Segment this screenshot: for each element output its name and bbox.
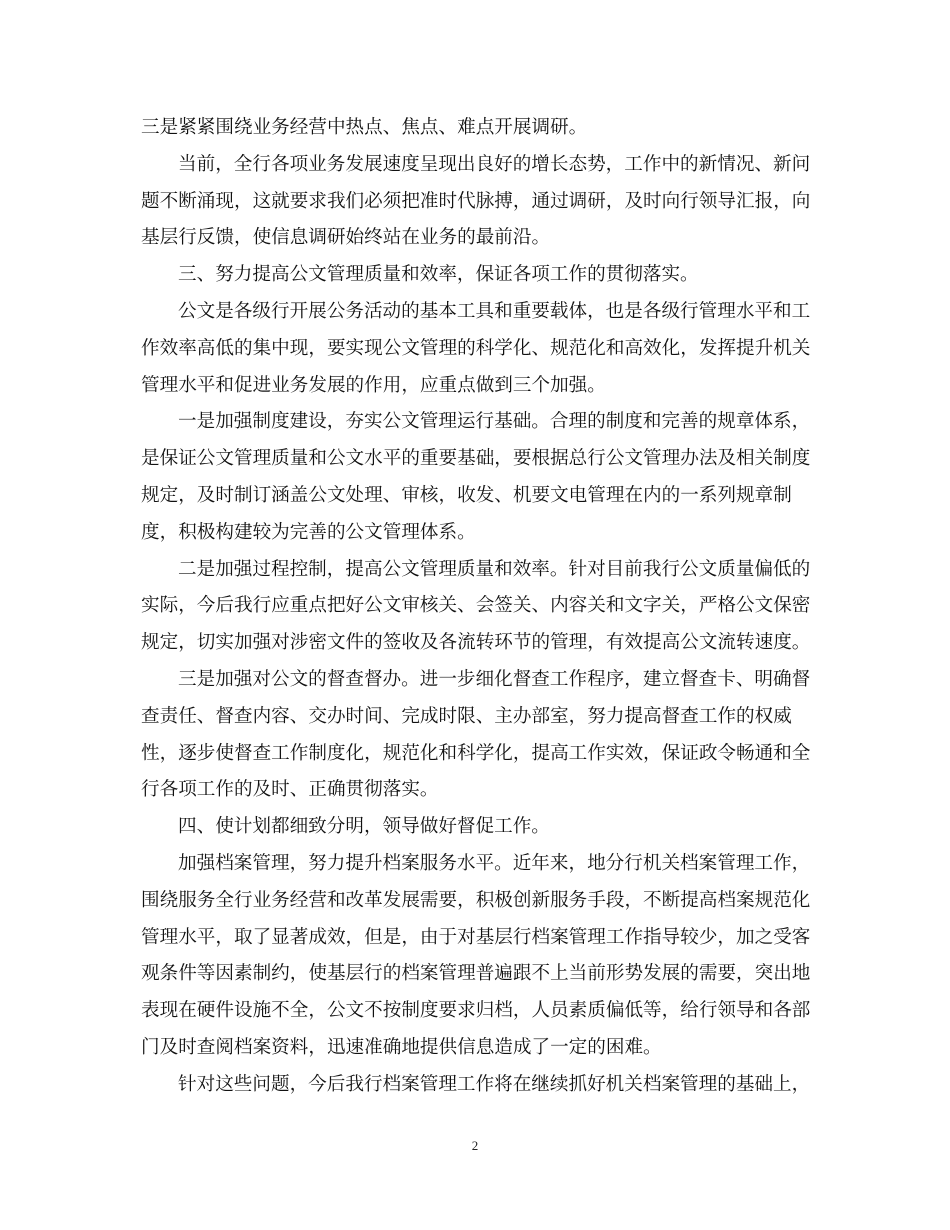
text-line: 性，逐步使督查工作制度化，规范化和科学化，提高工作实效，保证政令畅通和全 (141, 742, 811, 764)
text-line: 门及时查阅档案资料，迅速准确地提供信息造成了一定的困难。 (141, 1036, 662, 1058)
paragraph (141, 1067, 813, 1104)
paragraph (141, 110, 813, 147)
text-line: 题不断涌现，这就要求我们必须把准时代脉搏，通过调研，及时向行领导汇报，向 (141, 190, 811, 212)
text-line: 规定，切实加强对涉密文件的签收及各流转环节的管理，有效提高公文流转速度。 (141, 632, 811, 654)
text-line: 一是加强制度建设，夯实公文管理运行基础。合理的制度和完善的规章体系， (178, 411, 811, 433)
text-line: 公文是各级行开展公务活动的基本工具和重要载体，也是各级行管理水平和工 (178, 300, 811, 322)
text-line: 规定，及时制订涵盖公文处理、审核，收发、机要文电管理在内的一系列规章制 (141, 484, 792, 506)
text-line: 管理水平，取了显著成效，但是，由于对基层行档案管理工作指导较少，加之受客 (141, 926, 811, 948)
text-line: 围绕服务全行业务经营和改革发展需要，积极创新服务手段，不断提高档案规范化 (141, 889, 811, 911)
paragraph (141, 809, 813, 846)
text-line: 基层行反馈，使信息调研始终站在业务的最前沿。 (141, 227, 551, 249)
text-line: 二是加强过程控制，提高公文管理质量和效率。针对目前我行公文质量偏低的 (178, 558, 811, 580)
text-line: 四、使计划都细致分明，领导做好督促工作。 (178, 816, 550, 838)
paragraph (141, 294, 813, 404)
text-line: 观条件等因素制约，使基层行的档案管理普遍跟不上当前形势发展的需要，突出地 (141, 963, 811, 985)
paragraph (141, 147, 813, 257)
page-number: 2 (471, 1138, 479, 1153)
text-line: 三、努力提高公文管理质量和效率，保证各项工作的贯彻落实。 (178, 264, 699, 286)
text-line: 加强档案管理，努力提升档案服务水平。近年来，地分行机关档案管理工作， (178, 852, 811, 874)
paragraph (141, 846, 813, 1067)
text-line: 实际，今后我行应重点把好公文审核关、会签关、内容关和文字关，严格公文保密 (141, 595, 811, 617)
paragraph (141, 552, 813, 662)
text-line: 三是紧紧围绕业务经营中热点、焦点、难点开展调研。 (141, 117, 588, 138)
text-line: 当前，全行各项业务发展速度呈现出良好的增长态势，工作中的新情况、新问 (178, 153, 811, 175)
text-line: 管理水平和促进业务发展的作用，应重点做到三个加强。 (141, 374, 606, 396)
document-body (141, 110, 813, 1104)
text-line: 行各项工作的及时、正确贯彻落实。 (141, 779, 439, 801)
paragraph (141, 404, 813, 551)
text-line: 针对这些问题，今后我行档案管理工作将在继续抓好机关档案管理的基础上， (178, 1073, 811, 1095)
text-line: 三是加强对公文的督查督办。进一步细化督查工作程序，建立督查卡、明确督 (178, 668, 811, 690)
paragraph (141, 257, 813, 294)
text-line: 表现在硬件设施不全，公文不按制度要求归档，人员素质偏低等，给行领导和各部 (141, 1000, 811, 1022)
text-line: 查责任、督查内容、交办时间、完成时限、主办部室，努力提高督查工作的权威 (141, 705, 792, 727)
text-line: 作效率高低的集中现，要实现公文管理的科学化、规范化和高效化，发挥提升机关 (141, 337, 811, 359)
paragraph (141, 662, 813, 809)
text-line: 是保证公文管理质量和公文水平的重要基础，要根据总行公文管理办法及相关制度 (141, 448, 811, 470)
text-line: 度，积极构建较为完善的公文管理体系。 (141, 521, 476, 543)
